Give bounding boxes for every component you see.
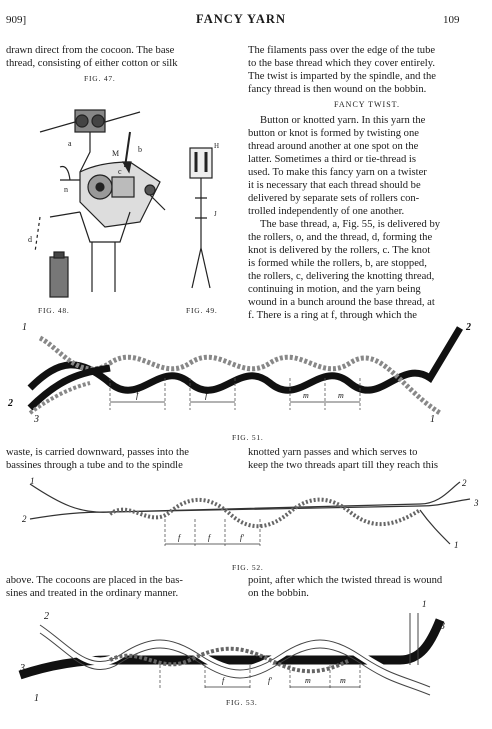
text-line: used. To make this fancy yarn on a twister: [248, 167, 427, 178]
text-line: trolled independently of one another.: [248, 206, 405, 217]
text-line: latter. Sometimes a third or tie-thread is: [248, 154, 416, 165]
fig53-label-1: 1: [422, 599, 427, 609]
page-number-right: 109: [443, 14, 460, 26]
fig52-twisted-yarn-illustration: [0, 474, 492, 564]
fig52-caption: FIG. 52.: [232, 563, 264, 572]
fig48-label-n: n: [64, 185, 68, 194]
text-line: continuing in motion, and the yarn being: [248, 284, 421, 295]
text-line: the rollers, o, and the thread, d, forming the: [248, 232, 433, 243]
fig52-label-3: 3: [474, 498, 479, 508]
fig48-label-b: b: [138, 145, 142, 154]
fig53-label-3-left: 3: [20, 663, 25, 674]
text-line: it is necessary that each thread should be: [248, 180, 421, 191]
fig48-label-d: d: [28, 235, 32, 244]
fig53-label-1-left: 1: [34, 693, 39, 704]
right-column-text: [248, 44, 486, 322]
page-number-left: 909]: [6, 14, 27, 26]
fig51-label-m: m: [303, 391, 309, 400]
fig53-label-2: 2: [44, 611, 49, 622]
fig52-label-1: 1: [30, 476, 35, 486]
fig48-machine-illustration: [20, 92, 180, 307]
text-line: button or knot is formed by twisting one: [248, 128, 419, 139]
bottom-left-text: [6, 574, 238, 600]
text-line: knotted yarn passes and which serves to: [248, 447, 418, 458]
mid-left-text: [6, 446, 238, 472]
fig52-label-f2: f: [208, 533, 211, 542]
fig49-label-j: J: [214, 210, 217, 218]
fig51-label-f: f: [136, 390, 139, 400]
fig48-label-m: M: [112, 149, 120, 158]
text-line: to the base thread which they cover entirely.: [248, 58, 435, 69]
fig52-label-1-right: 1: [454, 540, 459, 550]
text-line: is formed while the rollers, b, are stopped,: [248, 258, 427, 269]
fig53-label-3: 3: [440, 621, 445, 632]
text-line: point, after which the twisted thread is wound: [248, 575, 443, 586]
text-line: thread around another at one spot on the: [248, 141, 419, 152]
text-line: Button or knotted yarn. In this yarn the: [260, 115, 426, 126]
fig53-caption: FIG. 53.: [226, 698, 258, 707]
fig53-label-m: m: [305, 676, 311, 685]
fig52-label-f1: f: [178, 533, 181, 542]
fig48-label-a: a: [68, 139, 72, 148]
bottom-right-text: [248, 574, 486, 600]
fig51-label-3: 3: [34, 414, 39, 425]
fig52-label-f3: f': [240, 533, 244, 542]
fig47-caption: FIG. 47.: [84, 74, 116, 83]
fig53-twisted-yarn-illustration: [0, 599, 492, 705]
text-line: drawn direct from the cocoon. The base: [6, 45, 175, 56]
fig53-label-m2: m: [340, 676, 346, 685]
fig49-label-h: H: [214, 142, 220, 150]
fig51-label-1: 1: [22, 322, 27, 333]
text-line: The base thread, a, Fig. 55, is delivered by: [260, 219, 441, 230]
text-line: The filaments pass over the edge of the tube: [248, 45, 436, 56]
fig49-caption: FIG. 49.: [186, 306, 218, 315]
text-line: sines and treated in the ordinary manner.: [6, 588, 179, 599]
text-line: bassines through a tube and to the spindle: [6, 460, 183, 471]
bobbin: [50, 257, 68, 297]
fig49-clip-illustration: [180, 138, 230, 298]
fig51-label-1-right: 1: [430, 414, 435, 425]
text-line: The twist is imparted by the spindle, and the: [248, 71, 437, 82]
text-line: waste, is carried downward, passes into the: [6, 447, 189, 458]
text-line: on the bobbin.: [248, 588, 309, 599]
fig51-label-2: 2: [466, 322, 471, 333]
fig51-label-m2: m: [338, 391, 344, 400]
fig53-label-f: f: [222, 676, 225, 685]
fig52-label-2-left: 2: [22, 514, 27, 524]
fig48-label-c: c: [118, 167, 122, 176]
fig48-caption: FIG. 48.: [38, 306, 70, 315]
text-line: keep the two threads apart till they reach this: [248, 460, 439, 471]
fig51-label-f-prime: f': [205, 390, 210, 400]
fig51-twisted-yarn-illustration: [0, 318, 492, 428]
left-column-top-text: [6, 44, 238, 70]
text-line: f. There is a ring at f, through which the: [248, 310, 417, 321]
fig53-label-f-prime: f': [268, 676, 272, 685]
fig52-label-2: 2: [462, 478, 467, 488]
text-line: delivered by separate sets of rollers con-: [248, 193, 420, 204]
section-heading: FANCY TWIST.: [334, 100, 400, 109]
text-line: fancy thread is then wound on the bobbin.: [248, 84, 427, 95]
mid-right-text: [248, 446, 486, 472]
fig51-label-2-left: 2: [8, 398, 13, 409]
running-title: FANCY YARN: [196, 12, 286, 26]
text-line: the rollers, c, delivering the knotting thread,: [248, 271, 435, 282]
text-line: knot is delivered by the rollers, c. The knot: [248, 245, 431, 256]
text-line: thread, consisting of either cotton or silk: [6, 58, 178, 69]
text-line: above. The cocoons are placed in the bas-: [6, 575, 183, 586]
text-line: wound in a bunch around the base thread, at: [248, 297, 435, 308]
fig51-caption: FIG. 51.: [232, 433, 264, 442]
